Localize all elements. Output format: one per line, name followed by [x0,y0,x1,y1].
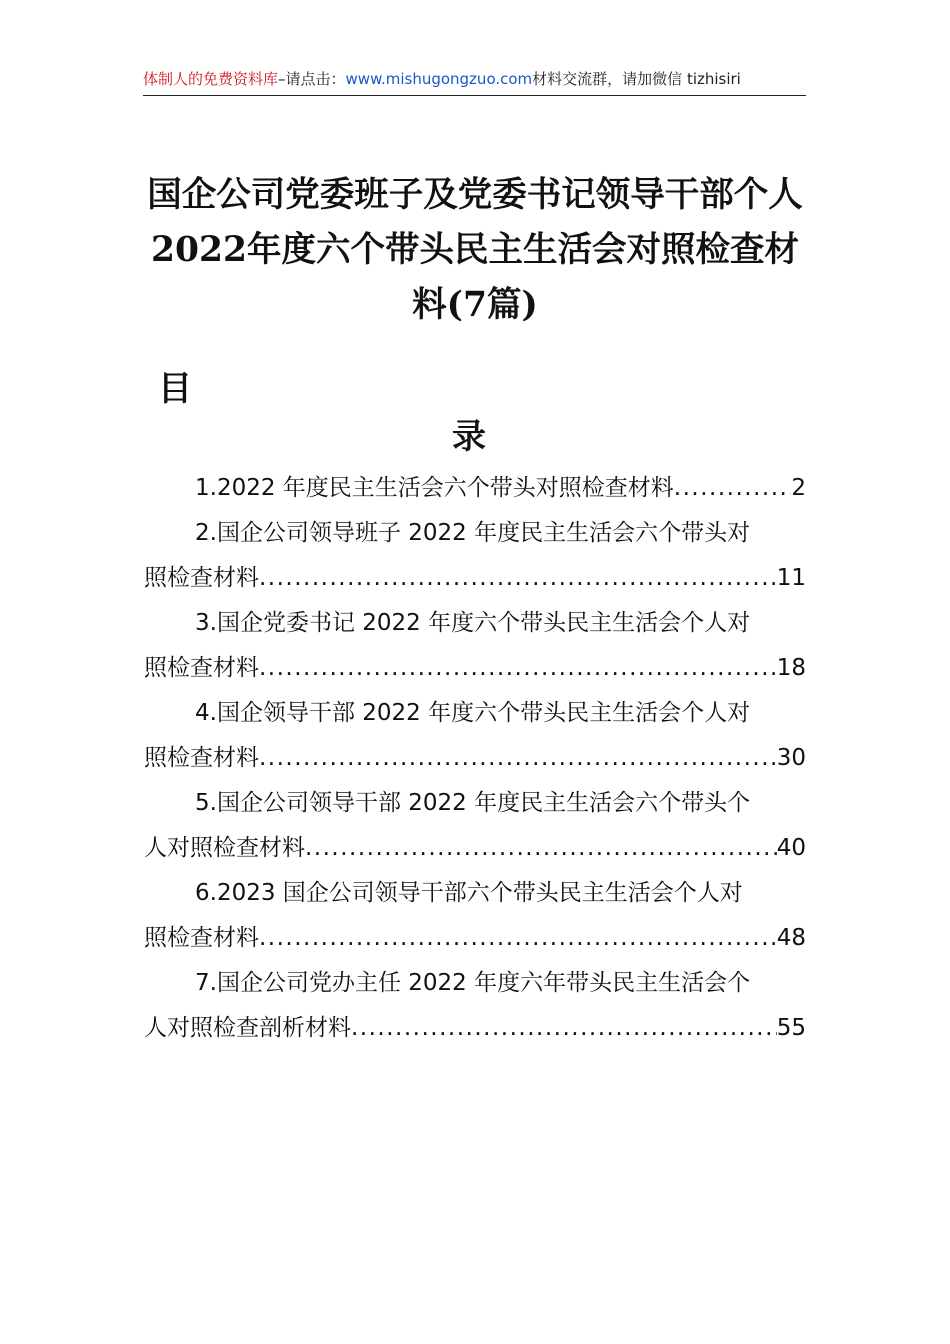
toc-entry-line [144,826,806,871]
toc-leader-dots [259,556,777,601]
toc-entry-2[interactable] [144,511,806,601]
table-of-contents [144,466,806,1051]
toc-entry-line [144,646,806,691]
toc-page-number: 30 [776,745,806,771]
toc-entry-text: 1.2022 年度民主生活会六个带头对照检查材料 [195,475,674,501]
toc-entry-line [144,556,806,601]
toc-entry-title: 6.2023 国企公司领导干部六个带头民主生活会个人对 [195,880,743,906]
toc-page-number: 18 [776,655,806,681]
header-note: 材料交流群，请加微信 tizhisiri [532,70,741,88]
page-header [143,66,806,96]
toc-entry-title: 7.国企公司党办主任 2022 年度六年带头民主生活会个 [195,970,751,996]
toc-entry-6[interactable] [144,871,806,961]
toc-entry-text: 照检查材料 [144,565,259,591]
toc-entry-3[interactable] [144,601,806,691]
toc-entry-text: 照检查材料 [144,925,259,951]
toc-leader-dots [674,466,792,511]
document-title: 国企公司党委班子及党委书记领导干部个人2022年度六个带头民主生活会对照检查材料(7篇) [147,175,803,325]
toc-entry-title: 4.国企领导干部 2022 年度六个带头民主生活会个人对 [195,700,751,726]
toc-entry-title: 5.国企公司领导干部 2022 年度民主生活会六个带头个 [195,790,751,816]
toc-entry-line [144,916,806,961]
toc-leader-dots [259,736,777,781]
header-brand: 体制人的免费资料库 [143,70,279,88]
toc-entry-4[interactable] [144,691,806,781]
header-prompt: –请点击： [278,70,346,88]
toc-entry-text: 人对照检查剖析材料 [144,1015,351,1041]
toc-entry-line [144,736,806,781]
toc-entry-text: 照检查材料 [144,745,259,771]
toc-entry-1[interactable] [144,466,806,511]
toc-entry-7[interactable] [144,961,806,1051]
toc-heading-lu: 录 [452,417,486,457]
toc-leader-dots [259,916,777,961]
toc-page-number: 48 [776,925,806,951]
toc-leader-dots [259,646,777,691]
toc-entry-text: 照检查材料 [144,655,259,681]
toc-entry-5[interactable] [144,781,806,871]
toc-page-number: 55 [776,1015,806,1041]
toc-page-number: 40 [776,835,806,861]
toc-entry-title: 3.国企党委书记 2022 年度六个带头民主生活会个人对 [195,610,751,636]
toc-leader-dots [351,1006,777,1051]
toc-entry-text: 人对照检查材料 [144,835,305,861]
toc-page-number: 11 [776,565,806,591]
toc-entry-line [144,466,806,511]
toc-entry-title: 2.国企公司领导班子 2022 年度民主生活会六个带头对 [195,520,751,546]
toc-heading-mu: 目 [158,369,192,409]
toc-entry-line [144,1006,806,1051]
toc-leader-dots [305,826,777,871]
header-url-link[interactable]: www.mishugongzuo.com [345,70,533,88]
toc-page-number: 2 [791,475,806,501]
